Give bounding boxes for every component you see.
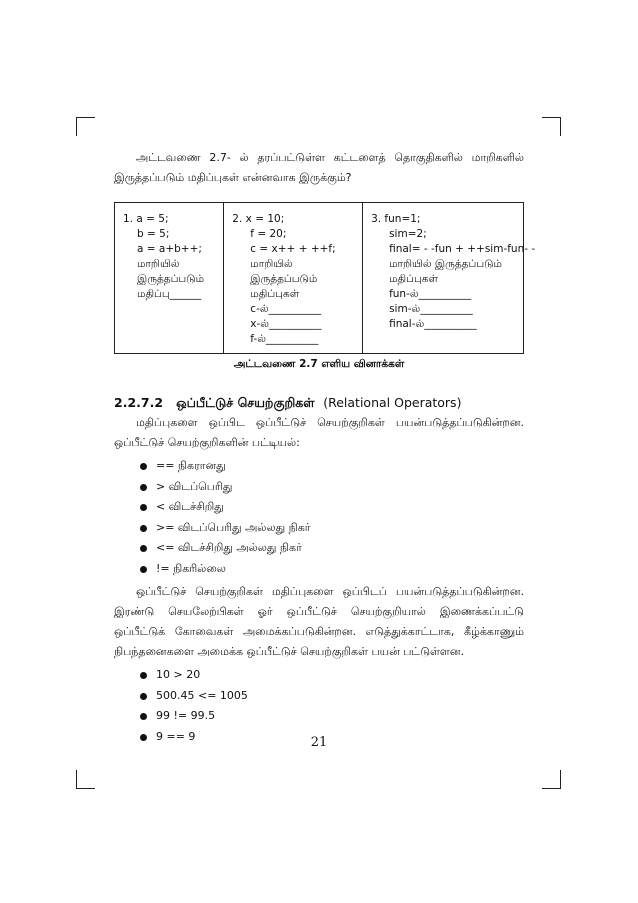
operators-usage-paragraph: ஒப்பீட்டுச் செயற்குறிகள் மதிப்புகளை ஒப்பிடப் பயன்படுத்தப்படுகின்றன. இரண்டு செயலேற்பிகள் ஓர் ஒப்பீட்டுச் செயற்குறியால் இணைக்கப்பட்டு ஒப்பீட்டுக் கோவைகள் அமைக்கப்படுகின்றன. எடுத்துக்காட்டாக, கீழ்க்காணும் நிபந்தனைகளை அமைக்க ஒப்பீட்டுச் செயற்குறிகள் பயன் பட்டுள்ளன. [114,585,524,658]
operators-list [114,456,524,579]
intro-paragraph: அட்டவணை 2.7- ல் தரப்பட்டுள்ள கட்டளைத் தொகுதிகளில் மாறிகளில் இருத்தப்படும் மதிப்புகள் என்னவாக இருக்கும்? [114,151,524,184]
cell-line: f = 20; [250,228,287,240]
cell-line: c = x++ + ++f; [250,243,336,255]
cell-line: f-ல்__________ [250,333,319,345]
cell-line: final= - -fun + ++sim-fun- - [389,243,536,255]
list-item: 500.45 <= 1005 [114,686,524,707]
table-cell-3 [363,203,536,354]
list-item: >= விடப்பெரிது அல்லது நிகர் [114,518,524,539]
cell-line: மாறியில் இருத்தப்படும் [389,258,502,270]
crop-mark-top-right [542,117,561,136]
list-item: < விடச்சிறிது [114,497,524,518]
cell-line: c-ல்__________ [250,303,322,315]
cell-line: இருத்தப்படும் [250,273,318,285]
cell-line: மதிப்புகள் [250,288,300,300]
cell-line: b = 5; [137,228,170,240]
table-row [115,203,524,354]
cell-line: 1. a = 5; [123,213,169,225]
cell-line: இருத்தப்படும் [137,273,205,285]
cell-line: sim=2; [389,228,427,240]
page-number: 21 [310,735,328,750]
crop-mark-bottom-right [542,770,561,789]
list-item: == நிகரானது [114,456,524,477]
section-number: 2.2.7.2 [114,395,164,410]
section-heading [114,393,524,413]
cell-line: மதிப்புகள் [389,273,438,285]
crop-mark-top-left [76,117,95,136]
cell-line: final-ல்__________ [389,318,477,330]
cell-line: மதிப்பு______ [137,288,202,300]
section-title-tamil: ஒப்பீட்டுச் செயற்குறிகள் [176,395,315,410]
operators-intro-paragraph: மதிப்புகளை ஒப்பிட ஒப்பீட்டுச் செயற்குறிகள் பயன்படுத்தப்படுகின்றன. ஒப்பீட்டுச் செயற்குறிகளின் பட்டியல்: [114,416,524,449]
list-item: != நிகரில்லை [114,559,524,580]
cell-line: a = a+b++; [137,243,202,255]
list-item: 10 > 20 [114,665,524,686]
cell-line: மாறியில் [137,258,180,270]
crop-mark-bottom-left [76,770,95,789]
section-title-english: (Relational Operators) [323,395,462,410]
table-caption: அட்டவணை 2.7 எளிய வினாக்கள் [233,358,405,370]
list-item: 99 != 99.5 [114,706,524,727]
table-cell-1 [115,203,224,354]
cell-line: மாறியில் [250,258,293,270]
list-item: > விடப்பெரிது [114,477,524,498]
list-item: <= விடச்சிறிது அல்லது நிகர் [114,538,524,559]
list-item: 9 == 9 [114,727,524,748]
exercise-table [114,202,536,354]
cell-line: x-ல்__________ [250,318,322,330]
page-content [114,148,536,750]
cell-line: 2. x = 10; [232,213,285,225]
cell-line: fun-ல்__________ [389,288,472,300]
table-cell-2 [224,203,363,354]
cell-line: sim-ல்__________ [389,303,473,315]
cell-line: 3. fun=1; [371,213,421,225]
